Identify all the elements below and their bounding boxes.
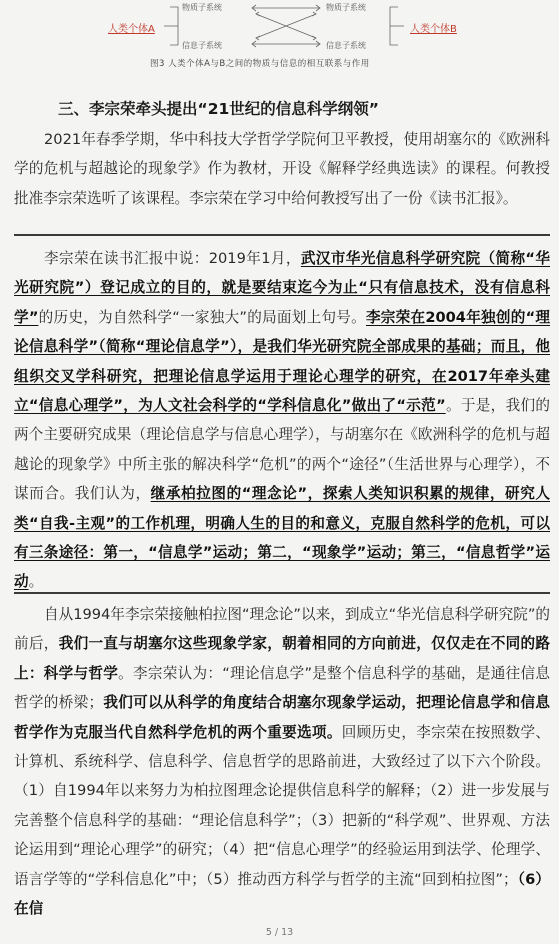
paragraph-3-emphasis-1: 我们一直与胡塞尔这些现象学家，朝着相同的方向前进，仅仅走在不同的路上：科学与哲学 (14, 635, 550, 682)
cross-head-1 (256, 12, 260, 16)
paragraph-2-emphasis-3: 继承柏拉图的“理念论”，探索人类知识积累的规律，研究人类“自我-主观”的工作机理，明确人生的目的和意义，克服自然科学的危机，可以有三条途径：第一，“信息学”运动；第二，“现象学”运动；第三，“信息哲学”运动 (14, 485, 550, 591)
cross-head-4 (312, 12, 316, 16)
paragraph-2-emphasis-1: 武汉市华光信息科学研究院（简称“华光研究院”）登记成立的目的，就是要结束迄今为止“只有信息技术，没有信息科学” (14, 250, 550, 326)
paragraph-3-text-3: 回顾历史，李宗荣在按照数学、计算机、系统科学、信息科学、信息哲学的思路前进，大致经过了以下六个阶段。（1）自1994年以来努力为柏拉图理念论提供信息科学的解释；（2）进一步发展与完善整个信息科学的基础：“理论信息科学”；（3）把新的“科学观”、世界观、方法论运用到“理论心理学”的研究；（4）把“信息心理学”的经验运用到法学、伦理学、语言学等的“学科信息化”中；（5）推动西方科学与哲学的主流“回到柏拉图”； (14, 723, 550, 888)
bottom-right-subsystem: 信息子系统 (326, 41, 366, 50)
paragraph-2-text-1: 李宗荣在读书汇报中说：2019年1月， (44, 250, 301, 267)
paragraph-3-emphasis-2: 我们可以从科学的角度结合胡塞尔现象学运动，把理论信息学和信息哲学作为克服当代自然科学危机的两个重要选项。 (14, 694, 550, 741)
paragraph-3-emphasis-3: （6）在信 (14, 870, 550, 918)
cross-head-3 (256, 36, 260, 40)
paragraph-2-emphasis-2: 李宗荣在2004年独创的“理论信息科学”（简称“理论信息学”），是我们华光研究院全部成果的基础；而且，他组织交叉学科研究，把理论信息学运用于理论心理学的研究，在2017年牵头建立“信息心理学”，为人文社会科学的“学科信息化”做出了“示范” (14, 308, 550, 415)
paragraph-2 (14, 244, 550, 597)
paragraph-3-text-1: 自从1994年李宗荣接触柏拉图“理念论”以来，到成立“华光信息科学研究院”的前后， (14, 606, 550, 653)
paragraph-2-text-2: 的历史，为自然科学“一家独大”的局面划上句号。 (38, 308, 366, 326)
paragraph-2-text-3: 。于是，我们的两个主要研究成果（理论信息学与信息心理学），与胡塞尔在《欧洲科学的危机与超越论的现象学》中所主张的解决科学“危机”的两个“途径”（生活世界与心理学），不谋而合。我们认为， (14, 397, 550, 503)
figure-3 (0, 0, 559, 78)
top-right-subsystem: 物质子系统 (326, 3, 366, 12)
paragraph-3 (14, 600, 550, 923)
bottom-left-subsystem: 信息子系统 (182, 41, 222, 50)
top-left-subsystem: 物质子系统 (182, 3, 222, 12)
paragraph-1: 2021年春季学期，华中科技大学哲学学院何卫平教授，使用胡塞尔的《欧洲科学的危机与超越论的现象学》作为教材，开设《解释学经典选读》的课程。何教授批准李宗荣选听了该课程。李宗荣在学习中给何教授写出了一份《读书汇报》。 (14, 131, 550, 207)
paragraph-3-text-2: 。李宗荣认为：“理论信息学”是整个信息科学的基础，是通往信息哲学的桥梁； (14, 664, 550, 712)
divider-rule-2 (14, 592, 550, 594)
figure-caption: 图3 人类个体A与B之间的物质与信息的相互联系与作用 (150, 59, 370, 69)
right-node-label: 人类个体B (410, 24, 457, 35)
section-heading: 三、李宗荣牵头提出“21世纪的信息科学纲领” (58, 100, 379, 118)
paragraph-2-text-4: 。 (28, 573, 44, 591)
divider-rule-1 (14, 234, 550, 236)
left-node-label: 人类个体A (108, 24, 155, 35)
cross-head-2 (312, 36, 316, 40)
page-number: 5 / 13 (265, 927, 294, 938)
